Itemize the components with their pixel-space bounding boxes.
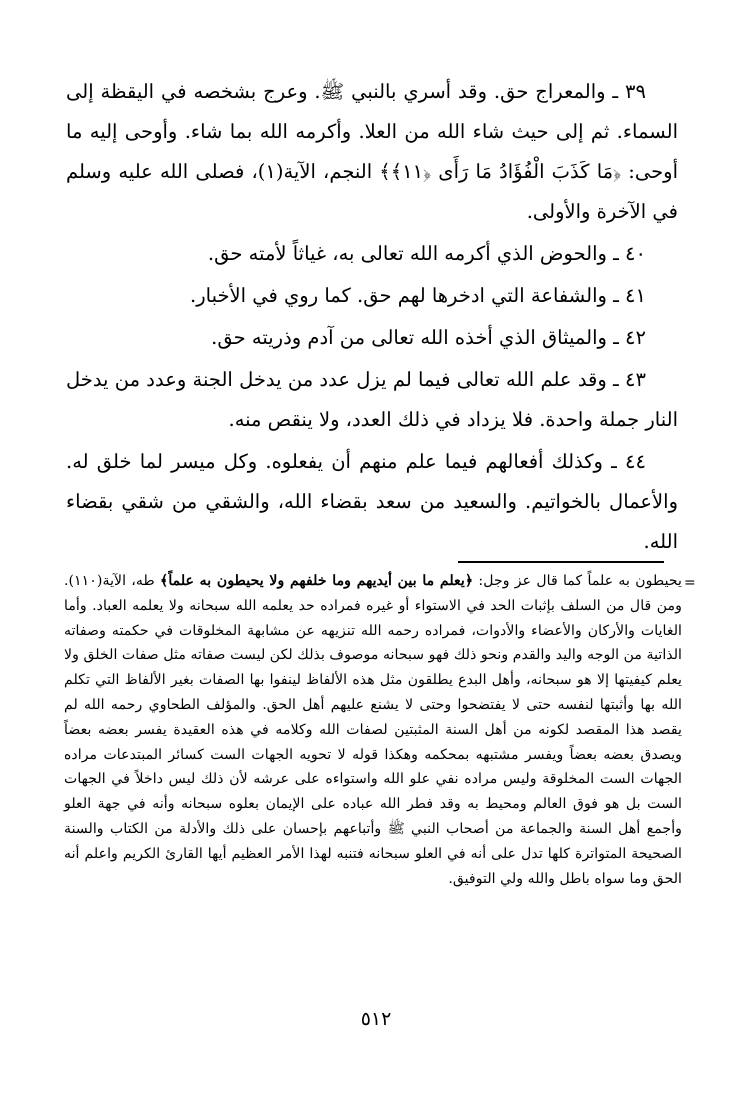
paragraph-43: ٤٣ ـ وقد علم الله تعالى فيما لم يزل عدد من يدخل الجنة وعدد من يدخل النار جملة واحدة. فلا يزداد في ذلك العدد، ولا ينقص منه. (66, 368, 678, 431)
paragraph-41: ٤١ ـ والشفاعة التي ادخرها لهم حق. كما روي في الأخبار. (190, 284, 646, 307)
paragraph-40: ٤٠ ـ والحوض الذي أكرمه الله تعالى به، غياثاً لأمته حق. (207, 242, 646, 265)
main-text-block (66, 72, 678, 562)
paragraph-44: ٤٤ ـ وكذلك أفعالهم فيما علم منهم أن يفعلوه. وكل ميسر لما خلق له. والأعمال بالخواتيم. والسعيد من سعد بقضاء الله، والشقي من شقي بقضاء الله. (66, 450, 678, 553)
page-number: ٥١٢ (360, 1008, 392, 1030)
footnote-quran-quote: ﴿يعلم ما بين أيديهم وما خلفهم ولا يحيطون به علماً﴾ (160, 573, 474, 589)
paragraph-39: ٣٩ ـ والمعراج حق. وقد أسري بالنبي ﷺ. وعرج بشخصه في اليقظة إلى السماء. ثم إلى حيث شاء الله من العلا. وأكرمه الله بما شاء. وأوحى إليه ما أوحى: ﴿مَا كَذَبَ الْفُؤَادُ مَا رَأَى ﴿١١﴾﴾ النجم، الآية(١)، فصلى الله عليه وسلم في الآخرة والأولى. (66, 80, 678, 223)
footnote-continuation-marker: = (684, 575, 696, 591)
footnote-block (64, 569, 682, 891)
footnote-body: طه، الآية(١١٠). ومن قال من السلف بإثبات الحد في الاستواء أو غيره فمراده حد يعلمه الله سبحانه ولا يعلمه العباد. وأما الغايات والأركان والأعضاء والأدوات، فمراده رحمه الله تنزيهه عن مشابهة المخلوقات في حكمته وصفاته الذاتية من الوجه واليد والقدم ونحو ذلك فهو سبحانه موصوف بذلك لكن ليست صفاته مثل صفات الخلق ولا يعلم كيفيتها إلا هو سبحانه، وأهل البدع يطلقون مثل هذه الألفاظ لينفوا بها الصفات بغير الألفاظ التي تكلم الله بها وأثبتها لنفسه حتى لا يفتضحوا وحتى لا يشنع عليهم أهل الحق. والمؤلف الطحاوي رحمه الله لم يقصد هذا المقصد لكونه من أهل السنة المثبتين لصفات الله وكلامه في هذه العقيدة يفسر بعضه بعضاً ويصدق بعضه بعضاً ويفسر مشتبهه بمحكمه وهكذا قوله لا تحويه الجهات الست كسائر المبتدعات مراده الجهات الست المخلوقة وليس مراده نفي علو الله واستواءه على عرشه لأن ذلك ليس داخلاً في الجهات الست بل هو فوق العالم ومحيط به وقد فطر الله عباده على الإيمان بعلوه سبحانه وأنه في جهة العلو وأجمع أهل السنة والجماعة من أصحاب النبي ﷺ وأتباعهم بإحسان على ذلك والأدلة من الكتاب والسنة الصحيحة المتواترة كلها تدل على أنه في العلو سبحانه فتنبه لهذا الأمر العظيم أيها القارئ الكريم واعلم أنه الحق وما سواه باطل والله ولي التوفيق. (64, 573, 682, 887)
footnote-divider (458, 561, 664, 563)
paragraph-42: ٤٢ ـ والميثاق الذي أخذه الله تعالى من آدم وذريته حق. (211, 326, 646, 349)
footnote-intro: يحيطون به علماً كما قال عز وجل: (478, 573, 682, 589)
